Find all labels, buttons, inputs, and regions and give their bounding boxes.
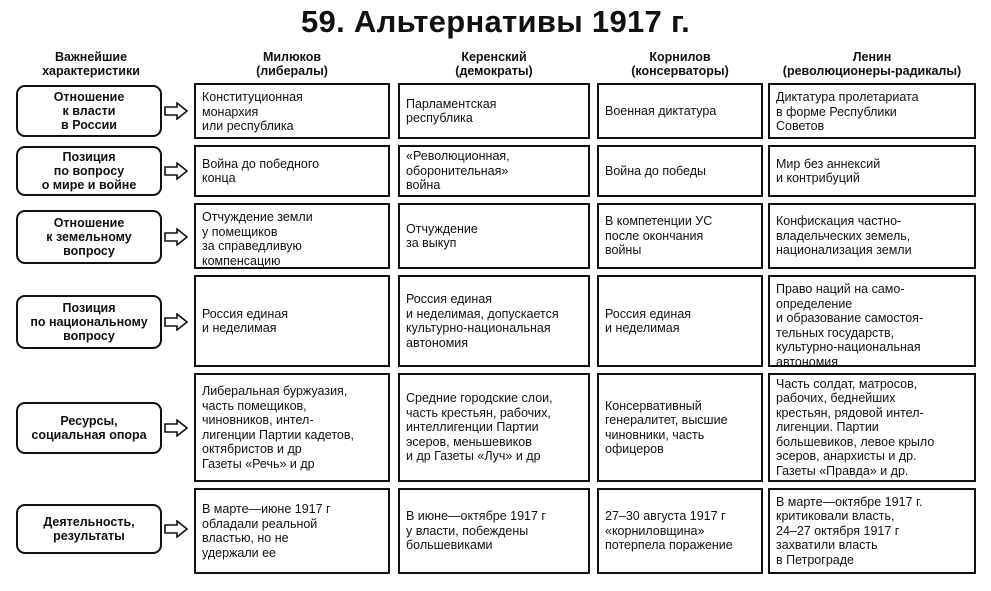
cell-national-kerensky: Россия единая и неделимая, допускается культурно-национальная автономия bbox=[398, 275, 590, 367]
cell-war-kerensky: «Революционная, оборонительная» война bbox=[398, 145, 590, 197]
page-title: 59. Альтернативы 1917 г. bbox=[300, 4, 691, 39]
cell-power-kornilov: Военная диктатура bbox=[597, 83, 763, 139]
header-kerensky-name: Керенский bbox=[461, 50, 527, 64]
header-characteristics-line2: характеристики bbox=[42, 64, 140, 78]
cell-resources-kornilov: Консервативный генералитет, высшие чиновники, часть офицеров bbox=[597, 373, 763, 482]
header-kerensky-party: (демократы) bbox=[455, 64, 533, 78]
cell-activity-kornilov: 27–30 августа 1917 г «корниловщина» потерпела поражение bbox=[597, 488, 763, 574]
cell-war-kornilov: Война до победы bbox=[597, 145, 763, 197]
row-label-resources: Ресурсы, социальная опора bbox=[16, 402, 162, 454]
cell-land-milyukov: Отчуждение земли у помещиков за справедливую компенсацию bbox=[194, 203, 390, 269]
row-label-war: Позиция по вопросу о мире и войне bbox=[16, 146, 162, 196]
cell-national-lenin: Право наций на само- определение и образование самостоя- тельных государств, культурно-национальная автономия bbox=[768, 275, 976, 367]
cell-activity-milyukov: В марте—июне 1917 г обладали реальной властью, но не удержали ее bbox=[194, 488, 390, 574]
row-label-activity: Деятельность, результаты bbox=[16, 504, 162, 554]
arrow-right-icon bbox=[164, 313, 188, 331]
cell-national-kornilov: Россия единая и неделимая bbox=[597, 275, 763, 367]
arrow-right-icon bbox=[164, 102, 188, 120]
header-milyukov-name: Милюков bbox=[262, 50, 322, 64]
header-kornilov bbox=[597, 50, 763, 84]
header-lenin bbox=[768, 50, 976, 84]
cell-land-kerensky: Отчуждение за выкуп bbox=[398, 203, 590, 269]
row-label-power: Отношение к власти в России bbox=[16, 85, 162, 137]
cell-national-milyukov: Россия единая и неделимая bbox=[194, 275, 390, 367]
header-lenin-name: Ленин bbox=[852, 50, 892, 64]
header-kerensky bbox=[398, 50, 590, 84]
cell-resources-milyukov: Либеральная буржуазия, часть помещиков, чиновников, интел- лигенции Партии кадетов, октябристов и др Газеты «Речь» и др bbox=[194, 373, 390, 482]
cell-power-lenin: Диктатура пролетариата в форме Республики Советов bbox=[768, 83, 976, 139]
header-characteristics bbox=[16, 50, 166, 84]
row-label-land: Отношение к земельному вопросу bbox=[16, 210, 162, 264]
row-label-national: Позиция по национальному вопросу bbox=[16, 295, 162, 349]
cell-activity-kerensky: В июне—октябре 1917 г у власти, побеждены большевиками bbox=[398, 488, 590, 574]
cell-power-milyukov: Конституционная монархия или республика bbox=[194, 83, 390, 139]
arrow-right-icon bbox=[164, 228, 188, 246]
cell-activity-lenin: В марте—октябре 1917 г. критиковали власть, 24–27 октября 1917 г захватили власть в Петрограде bbox=[768, 488, 976, 574]
cell-land-lenin: Конфискация частно- владельческих земель, национализация земли bbox=[768, 203, 976, 269]
header-milyukov-party: (либералы) bbox=[256, 64, 328, 78]
arrow-right-icon bbox=[164, 162, 188, 180]
cell-power-kerensky: Парламентская республика bbox=[398, 83, 590, 139]
header-milyukov bbox=[194, 50, 390, 84]
header-kornilov-party: (консерваторы) bbox=[631, 64, 729, 78]
cell-resources-lenin: Часть солдат, матросов, рабочих, беднейших крестьян, рядовой интел- лигенции. Партии большевиков, левое крыло эсеров, анархисты и др. Газеты «Правда» и др. bbox=[768, 373, 976, 482]
cell-land-kornilov: В компетенции УС после окончания войны bbox=[597, 203, 763, 269]
arrow-right-icon bbox=[164, 520, 188, 538]
header-lenin-party: (революционеры-радикалы) bbox=[782, 64, 962, 78]
header-characteristics-line1: Важнейшие bbox=[54, 50, 128, 64]
cell-resources-kerensky: Средние городские слои, часть крестьян, рабочих, интеллигенции Партии эсеров, меньшевиков и др Газеты «Луч» и др bbox=[398, 373, 590, 482]
arrow-right-icon bbox=[164, 419, 188, 437]
cell-war-milyukov: Война до победного конца bbox=[194, 145, 390, 197]
cell-war-lenin: Мир без аннексий и контрибуций bbox=[768, 145, 976, 197]
header-kornilov-name: Корнилов bbox=[649, 50, 711, 64]
